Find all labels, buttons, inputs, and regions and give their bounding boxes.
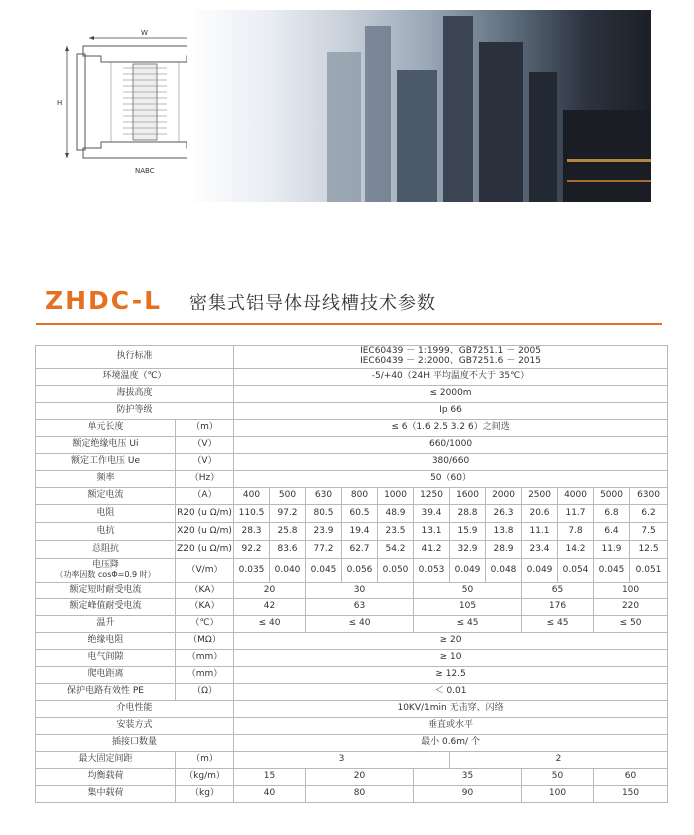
row-value: -5/+40（24H 平均温度不大于 35℃） <box>234 369 668 386</box>
cell: 1250 <box>414 488 450 505</box>
row-label: 绝缘电阻 <box>36 633 176 650</box>
cell: 41.2 <box>414 541 450 559</box>
row-label: 最大固定间距 <box>36 752 176 769</box>
cell: 32.9 <box>450 541 486 559</box>
row-value: 380/660 <box>234 454 668 471</box>
row-unit: R20 (u Ω/m) <box>176 505 234 523</box>
row-unit: （A） <box>176 488 234 505</box>
row-unit: （mm） <box>176 667 234 684</box>
row-label: 额定绝缘电压 Ui <box>36 437 176 454</box>
city-skyline-photo <box>187 10 651 202</box>
cell: 176 <box>522 599 594 616</box>
cell: 100 <box>522 786 594 803</box>
spec-table <box>35 345 668 803</box>
row-label: 电阻 <box>36 505 176 523</box>
cell: 0.051 <box>630 559 668 583</box>
row-label: 集中载荷 <box>36 786 176 803</box>
cell: 92.2 <box>234 541 270 559</box>
row-label: 安装方式 <box>36 718 234 735</box>
cell: 40 <box>234 786 306 803</box>
row-unit: （℃） <box>176 616 234 633</box>
row-label: 总阻抗 <box>36 541 176 559</box>
cell: 800 <box>342 488 378 505</box>
row-label: 爬电距离 <box>36 667 176 684</box>
table-row <box>36 420 668 437</box>
cell: 3 <box>234 752 450 769</box>
cell: 48.9 <box>378 505 414 523</box>
cell: 83.6 <box>270 541 306 559</box>
row-unit: （Hz） <box>176 471 234 488</box>
row-value: 50（60） <box>234 471 668 488</box>
cell: 20.6 <box>522 505 558 523</box>
row-value: ＜ 0.01 <box>234 684 668 701</box>
cell: 26.3 <box>486 505 522 523</box>
row-unit: （m） <box>176 752 234 769</box>
cell: 2000 <box>486 488 522 505</box>
cell: 500 <box>270 488 306 505</box>
cell: 11.9 <box>594 541 630 559</box>
cell: 97.2 <box>270 505 306 523</box>
table-row <box>36 786 668 803</box>
row-value: ≤ 6（1.6 2.5 3.2 6）之间选 <box>234 420 668 437</box>
row-label: 单元长度 <box>36 420 176 437</box>
cell: 14.2 <box>558 541 594 559</box>
cell: 50 <box>414 583 522 599</box>
cell: 11.1 <box>522 523 558 541</box>
row-unit: （Ω） <box>176 684 234 701</box>
cell: 60 <box>594 769 668 786</box>
table-row <box>36 583 668 599</box>
cell: 1600 <box>450 488 486 505</box>
cell: 13.8 <box>486 523 522 541</box>
row-value: 660/1000 <box>234 437 668 454</box>
table-row <box>36 523 668 541</box>
table-row <box>36 437 668 454</box>
cell: 50 <box>522 769 594 786</box>
cell: 20 <box>234 583 306 599</box>
table-row <box>36 403 668 420</box>
table-row <box>36 386 668 403</box>
cell: 23.9 <box>306 523 342 541</box>
cell: 15.9 <box>450 523 486 541</box>
section-header <box>45 286 655 316</box>
cell: 7.5 <box>630 523 668 541</box>
row-value: ≥ 20 <box>234 633 668 650</box>
diagram-section-label: NABC <box>135 167 155 175</box>
row-label: 电抗 <box>36 523 176 541</box>
table-row <box>36 599 668 616</box>
row-label: 插接口数量 <box>36 735 234 752</box>
row-label <box>36 559 176 583</box>
cell: 6.2 <box>630 505 668 523</box>
cell: 15 <box>234 769 306 786</box>
cell: ≤ 40 <box>306 616 414 633</box>
row-unit: （m） <box>176 420 234 437</box>
cell: 0.053 <box>414 559 450 583</box>
table-row <box>36 684 668 701</box>
table-row <box>36 735 668 752</box>
cell: 54.2 <box>378 541 414 559</box>
cell: 6.8 <box>594 505 630 523</box>
diagram-height-label: H <box>57 99 63 107</box>
row-unit: （MΩ） <box>176 633 234 650</box>
row-unit: （V/m） <box>176 559 234 583</box>
hero-banner <box>37 10 651 202</box>
voltage-drop-label: 电压降 <box>91 560 119 571</box>
cell: 25.8 <box>270 523 306 541</box>
cell: 30 <box>306 583 414 599</box>
cell: 100 <box>594 583 668 599</box>
cell: 23.4 <box>522 541 558 559</box>
row-label: 执行标准 <box>36 346 234 369</box>
row-unit: Z20 (u Ω/m) <box>176 541 234 559</box>
cell: 80 <box>306 786 414 803</box>
row-label: 频率 <box>36 471 176 488</box>
table-row <box>36 701 668 718</box>
cell: 2500 <box>522 488 558 505</box>
table-row <box>36 650 668 667</box>
cell: 11.7 <box>558 505 594 523</box>
standard-line-2: IEC60439 － 2:2000、GB7251.6 － 2015 <box>360 356 541 366</box>
table-row <box>36 752 668 769</box>
row-label: 温升 <box>36 616 176 633</box>
table-row <box>36 471 668 488</box>
cell: 90 <box>414 786 522 803</box>
cell: ≤ 40 <box>234 616 306 633</box>
row-unit: （KA） <box>176 599 234 616</box>
row-value: Ip 66 <box>234 403 668 420</box>
cell: 220 <box>594 599 668 616</box>
row-label: 保护电路有效性 PE <box>36 684 176 701</box>
row-unit: （mm） <box>176 650 234 667</box>
cell: ≤ 45 <box>414 616 522 633</box>
cell: 400 <box>234 488 270 505</box>
cell: 80.5 <box>306 505 342 523</box>
cell: 65 <box>522 583 594 599</box>
cell: 28.9 <box>486 541 522 559</box>
row-label: 额定短时耐受电流 <box>36 583 176 599</box>
cell: ≤ 50 <box>594 616 668 633</box>
table-row <box>36 633 668 650</box>
row-label: 电气间隙 <box>36 650 176 667</box>
cell: 12.5 <box>630 541 668 559</box>
row-value: 垂直或水平 <box>234 718 668 735</box>
cell: 0.049 <box>522 559 558 583</box>
table-row <box>36 769 668 786</box>
cell: 0.048 <box>486 559 522 583</box>
cell: 0.049 <box>450 559 486 583</box>
standard-line-1: IEC60439 － 1:1999、GB7251.1 － 2005 <box>360 346 541 357</box>
cell: 62.7 <box>342 541 378 559</box>
title-divider <box>36 323 662 325</box>
table-row <box>36 541 668 559</box>
row-label: 额定工作电压 Ue <box>36 454 176 471</box>
row-label: 环境温度（℃） <box>36 369 234 386</box>
row-unit: （V） <box>176 437 234 454</box>
voltage-drop-note: （功率因数 cosΦ=0.9 时） <box>55 570 156 580</box>
row-value: ≥ 10 <box>234 650 668 667</box>
row-unit: （kg） <box>176 786 234 803</box>
page-title: 密集式铝导体母线槽技术参数 <box>189 293 436 314</box>
table-row <box>36 369 668 386</box>
cell: 42 <box>234 599 306 616</box>
cell: 39.4 <box>414 505 450 523</box>
row-unit: X20 (u Ω/m) <box>176 523 234 541</box>
cell: 19.4 <box>342 523 378 541</box>
cell: 2 <box>450 752 668 769</box>
model-number: ZHDC-L <box>45 286 163 315</box>
row-label: 海拔高度 <box>36 386 234 403</box>
table-row <box>36 488 668 505</box>
cell: ≤ 45 <box>522 616 594 633</box>
cell: 20 <box>306 769 414 786</box>
row-unit: （kg/m） <box>176 769 234 786</box>
cell: 0.050 <box>378 559 414 583</box>
row-label: 额定电流 <box>36 488 176 505</box>
row-value: ≥ 12.5 <box>234 667 668 684</box>
cell: 28.8 <box>450 505 486 523</box>
row-label: 介电性能 <box>36 701 234 718</box>
cell: 0.045 <box>594 559 630 583</box>
cell: 105 <box>414 599 522 616</box>
table-row <box>36 559 668 583</box>
row-value: 最小 0.6m/ 个 <box>234 735 668 752</box>
cell: 1000 <box>378 488 414 505</box>
cell: 4000 <box>558 488 594 505</box>
cell: 0.035 <box>234 559 270 583</box>
cell: 0.040 <box>270 559 306 583</box>
cell: 23.5 <box>378 523 414 541</box>
cell: 7.8 <box>558 523 594 541</box>
cell: 6300 <box>630 488 668 505</box>
diagram-width-label: W <box>141 29 148 37</box>
table-row <box>36 616 668 633</box>
cell: 13.1 <box>414 523 450 541</box>
cell: 0.045 <box>306 559 342 583</box>
table-row <box>36 718 668 735</box>
row-value: ≤ 2000m <box>234 386 668 403</box>
row-value: 10KV/1min 无击穿、闪络 <box>234 701 668 718</box>
table-row <box>36 505 668 523</box>
row-unit: （V） <box>176 454 234 471</box>
table-row <box>36 667 668 684</box>
cell: 0.054 <box>558 559 594 583</box>
cell: 110.5 <box>234 505 270 523</box>
row-label: 额定峰值耐受电流 <box>36 599 176 616</box>
cell: 63 <box>306 599 414 616</box>
row-label: 防护等级 <box>36 403 234 420</box>
row-value <box>234 346 668 369</box>
cell: 0.056 <box>342 559 378 583</box>
table-row <box>36 454 668 471</box>
cell: 77.2 <box>306 541 342 559</box>
row-label: 均衡载荷 <box>36 769 176 786</box>
table-row <box>36 346 668 369</box>
cell: 6.4 <box>594 523 630 541</box>
row-unit: （KA） <box>176 583 234 599</box>
cell: 5000 <box>594 488 630 505</box>
cell: 630 <box>306 488 342 505</box>
cell: 60.5 <box>342 505 378 523</box>
cell: 150 <box>594 786 668 803</box>
cell: 28.3 <box>234 523 270 541</box>
cell: 35 <box>414 769 522 786</box>
